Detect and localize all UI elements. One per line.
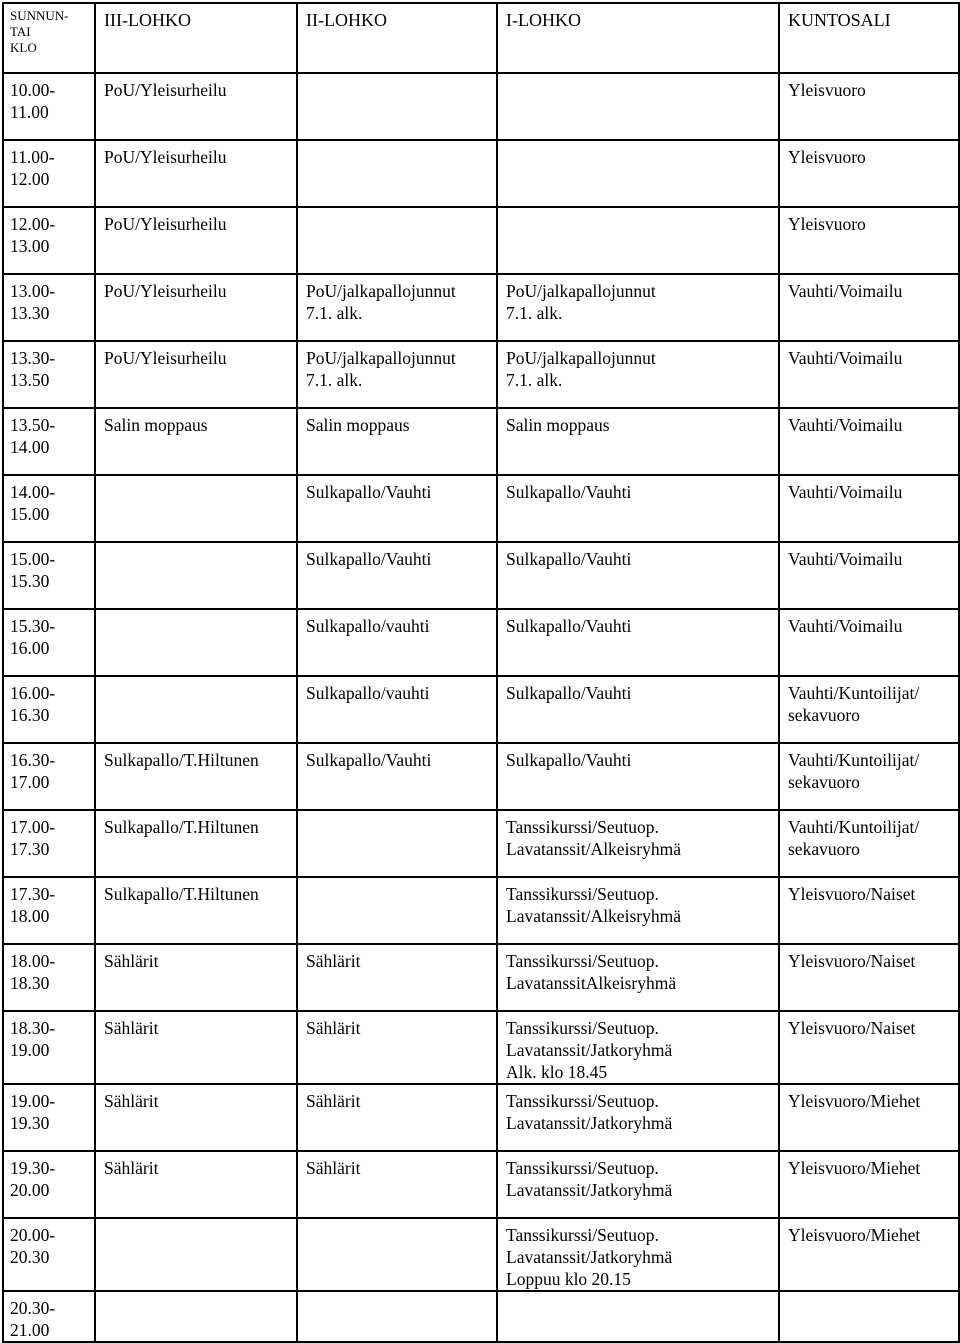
kuntosali-cell — [779, 609, 959, 676]
activity-text: sekavuoro — [788, 705, 860, 725]
time-text: 15.30 — [10, 571, 50, 591]
schedule-row — [3, 274, 959, 341]
activity-text: Vauhti/Kuntoilijat/ — [788, 750, 920, 770]
lohko3-cell — [95, 676, 297, 743]
activity-text: Sulkapallo/Vauhti — [306, 482, 432, 502]
time-cell — [3, 73, 95, 140]
activity-text: Vauhti/Voimailu — [788, 616, 903, 636]
time-text: 15.00 — [10, 504, 50, 524]
time-text: 17.00 — [10, 772, 50, 792]
activity-text: Sulkapallo/T.Hiltunen — [104, 750, 259, 770]
activity-text: Sählärit — [306, 1018, 361, 1038]
time-text: 13.00- — [10, 281, 56, 301]
schedule-table — [2, 2, 960, 1343]
time-text: 18.30- — [10, 1018, 56, 1038]
lohko1-header: I-LOHKO — [497, 3, 779, 73]
lohko2-cell — [297, 1218, 497, 1291]
activity-text: Sählärit — [306, 1158, 361, 1178]
activity-text: 7.1. alk. — [506, 370, 563, 390]
activity-text: Vauhti/Voimailu — [788, 415, 903, 435]
lohko2-cell — [297, 140, 497, 207]
lohko1-cell — [497, 1084, 779, 1151]
activity-text: Salin moppaus — [306, 415, 410, 435]
activity-text: Tanssikurssi/Seutuop. — [506, 884, 659, 904]
lohko1-cell — [497, 1218, 779, 1291]
time-cell — [3, 207, 95, 274]
lohko2-cell — [297, 743, 497, 810]
lohko2-cell — [297, 810, 497, 877]
time-cell — [3, 408, 95, 475]
schedule-row — [3, 743, 959, 810]
activity-text: PoU/Yleisurheilu — [104, 281, 227, 301]
time-text: 12.00- — [10, 214, 56, 234]
activity-text: Sulkapallo/Vauhti — [306, 750, 432, 770]
lohko1-cell — [497, 475, 779, 542]
lohko3-cell — [95, 542, 297, 609]
activity-text: Sulkapallo/Vauhti — [506, 683, 632, 703]
lohko1-cell — [497, 207, 779, 274]
lohko2-cell — [297, 341, 497, 408]
activity-text: Vauhti/Voimailu — [788, 549, 903, 569]
schedule-row — [3, 1084, 959, 1151]
kuntosali-cell — [779, 542, 959, 609]
time-text: 15.30- — [10, 616, 56, 636]
time-text: 11.00 — [10, 102, 49, 122]
kuntosali-cell — [779, 676, 959, 743]
schedule-row — [3, 1291, 959, 1342]
lohko3-cell — [95, 1291, 297, 1342]
activity-text: Vauhti/Voimailu — [788, 281, 903, 301]
lohko2-cell — [297, 207, 497, 274]
activity-text: Yleisvuoro/Miehet — [788, 1091, 921, 1111]
activity-text: Tanssikurssi/Seutuop. — [506, 951, 659, 971]
time-text: 20.30 — [10, 1247, 50, 1267]
activity-text: Sulkapallo/T.Hiltunen — [104, 884, 259, 904]
kuntosali-cell — [779, 408, 959, 475]
lohko2-cell — [297, 1151, 497, 1218]
time-text: 14.00 — [10, 437, 50, 457]
lohko1-cell — [497, 274, 779, 341]
time-text: 11.00- — [10, 147, 55, 167]
schedule-row — [3, 944, 959, 1011]
time-cell — [3, 140, 95, 207]
activity-text: Lavatanssit/Jatkoryhmä — [506, 1040, 673, 1060]
lohko3-cell — [95, 810, 297, 877]
time-text: 13.30- — [10, 348, 56, 368]
lohko1-cell — [497, 810, 779, 877]
lohko1-cell — [497, 1291, 779, 1342]
activity-text: Sulkapallo/vauhti — [306, 616, 430, 636]
lohko2-cell — [297, 408, 497, 475]
time-text: 18.00- — [10, 951, 56, 971]
activity-text: 7.1. alk. — [506, 303, 563, 323]
time-cell — [3, 1218, 95, 1291]
activity-text: Yleisvuoro/Miehet — [788, 1158, 921, 1178]
lohko1-cell — [497, 542, 779, 609]
time-header-line: TAI — [10, 24, 31, 39]
kuntosali-cell — [779, 944, 959, 1011]
lohko3-cell — [95, 944, 297, 1011]
activity-text: Sählärit — [104, 1158, 159, 1178]
activity-text: Sählärit — [306, 1091, 361, 1111]
lohko2-header: II-LOHKO — [297, 3, 497, 73]
time-column-header — [3, 3, 95, 73]
activity-text: Salin moppaus — [104, 415, 208, 435]
activity-text: Sulkapallo/T.Hiltunen — [104, 817, 259, 837]
activity-text: Sulkapallo/Vauhti — [506, 482, 632, 502]
schedule-row — [3, 1011, 959, 1084]
activity-text: Sählärit — [306, 951, 361, 971]
lohko1-cell — [497, 341, 779, 408]
time-text: 17.30 — [10, 839, 50, 859]
lohko3-cell — [95, 73, 297, 140]
lohko1-cell — [497, 408, 779, 475]
activity-text: Loppuu klo 20.15 — [506, 1269, 631, 1289]
lohko3-cell — [95, 140, 297, 207]
time-text: 12.00 — [10, 169, 50, 189]
activity-text: Alk. klo 18.45 — [506, 1062, 608, 1082]
activity-text: Sählärit — [104, 1091, 159, 1111]
activity-text: Sulkapallo/Vauhti — [306, 549, 432, 569]
schedule-row — [3, 140, 959, 207]
lohko2-cell — [297, 877, 497, 944]
time-text: 16.30 — [10, 705, 50, 725]
lohko2-cell — [297, 542, 497, 609]
lohko1-cell — [497, 743, 779, 810]
time-cell — [3, 609, 95, 676]
time-cell — [3, 1084, 95, 1151]
activity-text: Yleisvuoro/Naiset — [788, 1018, 916, 1038]
kuntosali-header: KUNTOSALI — [779, 3, 959, 73]
kuntosali-cell — [779, 341, 959, 408]
time-text: 14.00- — [10, 482, 56, 502]
time-text: 17.00- — [10, 817, 56, 837]
lohko2-cell — [297, 475, 497, 542]
lohko1-cell — [497, 609, 779, 676]
activity-text: Vauhti/Kuntoilijat/ — [788, 817, 920, 837]
kuntosali-cell — [779, 73, 959, 140]
lohko2-cell — [297, 274, 497, 341]
activity-text: Tanssikurssi/Seutuop. — [506, 1158, 659, 1178]
schedule-row — [3, 207, 959, 274]
activity-text: Tanssikurssi/Seutuop. — [506, 1091, 659, 1111]
time-cell — [3, 1151, 95, 1218]
kuntosali-cell — [779, 1151, 959, 1218]
lohko3-cell — [95, 609, 297, 676]
activity-text: sekavuoro — [788, 772, 860, 792]
activity-text: PoU/Yleisurheilu — [104, 348, 227, 368]
time-text: 20.00 — [10, 1180, 50, 1200]
header-row — [3, 3, 959, 73]
lohko1-cell — [497, 1151, 779, 1218]
time-text: 19.00- — [10, 1091, 56, 1111]
activity-text: Yleisvuoro — [788, 214, 866, 234]
kuntosali-cell — [779, 1291, 959, 1342]
schedule-row — [3, 475, 959, 542]
time-text: 18.30 — [10, 973, 50, 993]
activity-text: Lavatanssit/Jatkoryhmä — [506, 1180, 673, 1200]
schedule-row — [3, 676, 959, 743]
activity-text: Yleisvuoro/Naiset — [788, 951, 916, 971]
activity-text: Tanssikurssi/Seutuop. — [506, 1018, 659, 1038]
activity-text: Tanssikurssi/Seutuop. — [506, 817, 659, 837]
activity-text: Sulkapallo/Vauhti — [506, 750, 632, 770]
activity-text: Lavatanssit/Jatkoryhmä — [506, 1113, 673, 1133]
schedule-row — [3, 1151, 959, 1218]
lohko2-cell — [297, 676, 497, 743]
lohko3-cell — [95, 341, 297, 408]
activity-text: PoU/jalkapallojunnut — [306, 281, 456, 301]
time-text: 10.00- — [10, 80, 56, 100]
lohko2-cell — [297, 1084, 497, 1151]
time-cell — [3, 274, 95, 341]
activity-text: PoU/Yleisurheilu — [104, 214, 227, 234]
activity-text: 7.1. alk. — [306, 370, 363, 390]
time-text: 20.00- — [10, 1225, 56, 1245]
activity-text: PoU/jalkapallojunnut — [506, 281, 656, 301]
activity-text: Vauhti/Kuntoilijat/ — [788, 683, 920, 703]
time-text: 13.50 — [10, 370, 50, 390]
time-text: 16.30- — [10, 750, 56, 770]
kuntosali-cell — [779, 743, 959, 810]
activity-text: Yleisvuoro/Miehet — [788, 1225, 921, 1245]
lohko3-cell — [95, 743, 297, 810]
schedule-row — [3, 73, 959, 140]
kuntosali-cell — [779, 207, 959, 274]
lohko1-cell — [497, 676, 779, 743]
lohko3-cell — [95, 1151, 297, 1218]
kuntosali-cell — [779, 274, 959, 341]
time-text: 17.30- — [10, 884, 56, 904]
kuntosali-cell — [779, 140, 959, 207]
time-cell — [3, 810, 95, 877]
activity-text: PoU/jalkapallojunnut — [306, 348, 456, 368]
activity-text: Yleisvuoro — [788, 147, 866, 167]
time-cell — [3, 341, 95, 408]
lohko2-cell — [297, 1011, 497, 1084]
lohko1-cell — [497, 1011, 779, 1084]
lohko2-cell — [297, 73, 497, 140]
time-cell — [3, 877, 95, 944]
activity-text: 7.1. alk. — [306, 303, 363, 323]
activity-text: Sulkapallo/vauhti — [306, 683, 430, 703]
activity-text: Sählärit — [104, 1018, 159, 1038]
lohko2-cell — [297, 944, 497, 1011]
time-cell — [3, 944, 95, 1011]
lohko3-cell — [95, 207, 297, 274]
time-cell — [3, 1291, 95, 1342]
time-text: 13.30 — [10, 303, 50, 323]
kuntosali-cell — [779, 810, 959, 877]
time-text: 16.00 — [10, 638, 50, 658]
activity-text: PoU/jalkapallojunnut — [506, 348, 656, 368]
activity-text: Sählärit — [104, 951, 159, 971]
time-text: 20.30- — [10, 1298, 56, 1318]
lohko3-header: III-LOHKO — [95, 3, 297, 73]
time-cell — [3, 676, 95, 743]
schedule-row — [3, 408, 959, 475]
schedule-row — [3, 1218, 959, 1291]
lohko1-cell — [497, 877, 779, 944]
time-header-line: SUNNUN- — [10, 8, 69, 23]
time-text: 15.00- — [10, 549, 56, 569]
time-header-line: KLO — [10, 40, 37, 55]
activity-text: LavatanssitAlkeisryhmä — [506, 973, 677, 993]
lohko3-cell — [95, 877, 297, 944]
activity-text: PoU/Yleisurheilu — [104, 80, 227, 100]
lohko2-cell — [297, 609, 497, 676]
time-text: 16.00- — [10, 683, 56, 703]
time-cell — [3, 542, 95, 609]
time-cell — [3, 743, 95, 810]
schedule-row — [3, 810, 959, 877]
schedule-row — [3, 609, 959, 676]
time-cell — [3, 475, 95, 542]
activity-text: Yleisvuoro — [788, 80, 866, 100]
lohko3-cell — [95, 1218, 297, 1291]
kuntosali-cell — [779, 1218, 959, 1291]
time-text: 21.00 — [10, 1320, 50, 1340]
time-text: 13.00 — [10, 236, 50, 256]
time-text: 13.50- — [10, 415, 56, 435]
activity-text: Sulkapallo/Vauhti — [506, 549, 632, 569]
kuntosali-cell — [779, 475, 959, 542]
lohko3-cell — [95, 1011, 297, 1084]
activity-text: Sulkapallo/Vauhti — [506, 616, 632, 636]
kuntosali-cell — [779, 1084, 959, 1151]
lohko1-cell — [497, 140, 779, 207]
activity-text: Tanssikurssi/Seutuop. — [506, 1225, 659, 1245]
activity-text: Lavatanssit/Jatkoryhmä — [506, 1247, 673, 1267]
activity-text: PoU/Yleisurheilu — [104, 147, 227, 167]
time-text: 18.00 — [10, 906, 50, 926]
time-cell — [3, 1011, 95, 1084]
time-text: 19.00 — [10, 1040, 50, 1060]
schedule-body — [3, 73, 959, 1342]
activity-text: Lavatanssit/Alkeisryhmä — [506, 906, 681, 926]
lohko3-cell — [95, 408, 297, 475]
time-text: 19.30- — [10, 1158, 56, 1178]
lohko3-cell — [95, 475, 297, 542]
activity-text: Yleisvuoro/Naiset — [788, 884, 916, 904]
kuntosali-cell — [779, 877, 959, 944]
lohko3-cell — [95, 1084, 297, 1151]
time-text: 19.30 — [10, 1113, 50, 1133]
schedule-row — [3, 542, 959, 609]
activity-text: sekavuoro — [788, 839, 860, 859]
schedule-row — [3, 877, 959, 944]
activity-text: Vauhti/Voimailu — [788, 482, 903, 502]
lohko2-cell — [297, 1291, 497, 1342]
schedule-row — [3, 341, 959, 408]
kuntosali-cell — [779, 1011, 959, 1084]
activity-text: Salin moppaus — [506, 415, 610, 435]
activity-text: Vauhti/Voimailu — [788, 348, 903, 368]
lohko3-cell — [95, 274, 297, 341]
lohko1-cell — [497, 73, 779, 140]
activity-text: Lavatanssit/Alkeisryhmä — [506, 839, 681, 859]
lohko1-cell — [497, 944, 779, 1011]
